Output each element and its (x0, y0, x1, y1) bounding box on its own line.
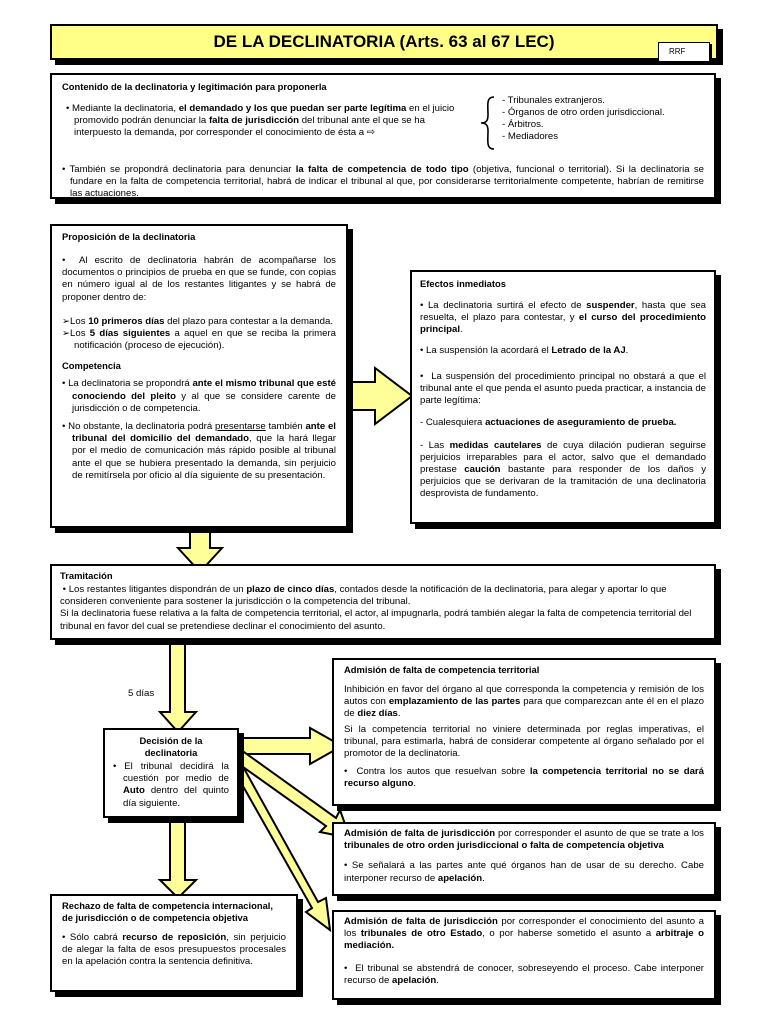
list-item: - Árbitros. (502, 119, 544, 130)
proposicion-p1: • Al escrito de declinatoria habrán de acompañarse los documentos o principios de prueba en que se funde, con copias en número igual al de los restantes litigantes y se habrá de proponer dentro de: (62, 255, 336, 303)
tramitacion-box (50, 564, 716, 640)
list-item: - Tribunales extranjeros. (502, 95, 605, 106)
right-arrow-icon: ⇨ (366, 127, 376, 139)
contenido-list (502, 95, 665, 156)
rechazo-heading: Rechazo de falta de competencia internacional, de jurisdicción o de competencia objetiva (62, 900, 273, 923)
tramitacion-p2: Si la declinatoria fuese relativa a la falta de competencia territorial, el actor, al impugnarla, podrá también alegar la falta de competencia territorial del tribunal en favor del cual se pretendiese declinar el conocimiento del asunto. (60, 608, 692, 632)
rechazo-box (50, 894, 298, 992)
admision-estado-p1: Admisión de falta de jurisdicción por corresponder el conocimiento del asunto a los tribunales de otro Estado, o por haberse sometido el asunto a arbitraje o mediación. (344, 916, 704, 952)
admision-territorial-p1: Inhibición en favor del órgano al que corresponda la competencia y remisión de los autos con emplazamiento de las partes para que comparezcan ante él en el plazo de diez días. (344, 684, 704, 720)
arrow-to-rechazo (160, 818, 196, 898)
efectos-p5: - Las medidas cautelares de cuya dilación pudieran seguirse perjuicios irreparables para el actor, salvo que el demandado prestase caución bastante para responder de los daños y perjuicios que se derivaran de la tramitación de una declinatoria desprovista de fundamento. (420, 439, 706, 500)
proposicion-l2: ➢Los 5 días siguientes a aquel en que se reciba la primera notificación (proceso de ejecución). (62, 328, 336, 352)
competencia-c2: • No obstante, la declinatoria podrá presentarse también ante el tribunal del domicilio del demandado, que la hará llegar por el medio de comunicación más rápido posible al tribunal ante el que se hubiera presentado la demanda, sin perjuicio de remitírsela por oficio al día siguiente de su presentación. (62, 421, 336, 481)
list-item: - Órganos de otro orden jurisdiccional. (502, 107, 665, 118)
efectos-box (410, 270, 716, 524)
page-title: DE LA DECLINATORIA (Arts. 63 al 67 LEC) (50, 24, 718, 60)
competencia-c1: • La declinatoria se propondrá ante el mismo tribunal que esté conociendo del pleito y al que se considere carente de jurisdicción o de competencia. (62, 378, 336, 414)
contenido-p1: • Mediante la declinatoria, el demandado y los que puedan ser parte legítima en el juicio promovido podrán denunciar la falta de jurisdicción del tribunal ante el que se ha interpuesto la demanda, por corresponder el conocimiento de ésta a ⇨ (66, 103, 455, 139)
decision-p1: • El tribunal decidirá la cuestión por medio de Auto dentro del quinto día siguiente. (113, 761, 230, 809)
cinco-dias-label: 5 días (128, 688, 155, 699)
admision-territorial-p2: Si la competencia territorial no viniere determinada por reglas imperativas, el tribunal, para estimarla, habrá de considerar competente al órgano señalado por el promotor de la declinatoria. (344, 723, 704, 760)
admision-orden-p2: • Se señalará a las partes ante qué órganos han de usar de su derecho. Cabe interponer recurso de apelación. (344, 860, 704, 884)
decision-box (103, 728, 239, 818)
tramitacion-heading: Tramitación (60, 570, 113, 581)
decision-heading: Decisión de la declinatoria (139, 735, 203, 758)
arrow-to-admision-territorial (240, 728, 342, 764)
admision-territorial-box (332, 658, 716, 806)
contenido-heading: Contenido de la declinatoria y legitimación para proponerla (62, 81, 327, 92)
admision-estado-p2: • El tribunal se abstendrá de conocer, sobreseyendo el proceso. Cabe interponer recurso de apelación. (344, 962, 704, 986)
contenido-p2: • También se propondrá declinatoria para denunciar la falta de competencia de todo tipo (objetiva, funcional o territorial). Si la declinatoria se fundare en la falta de competencia territorial, habrá de indicar el tribunal al que, por considerarse territorialmente competente, habrían de remitirse las actuaciones. (62, 164, 704, 200)
admision-territorial-p3: • Contra los autos que resuelvan sobre la competencia territorial no se dará recurso alguno. (344, 766, 704, 790)
proposicion-box (50, 224, 348, 528)
proposicion-l1: ➢Los 10 primeros días del plazo para contestar a la demanda. (62, 315, 333, 327)
admision-territorial-heading: Admisión de falta de competencia territorial (344, 664, 540, 675)
efectos-p3: • La suspensión del procedimiento principal no obstará a que el tribunal ante el que penda el asunto pueda practicar, a instancia de parte legítima: (420, 370, 707, 407)
efectos-p2: • La suspensión la acordará el Letrado de la AJ. (420, 344, 629, 356)
curly-brace-icon (478, 95, 498, 156)
admision-orden-box (332, 822, 716, 896)
tramitacion-p1: • Los restantes litigantes dispondrán de un plazo de cinco días, contados desde la notificación de la declinatoria, para alegar y aportar lo que consideren conveniente para sostener la jurisdicción o la competencia del tribunal. (60, 584, 667, 608)
admision-orden-p1: Admisión de falta de jurisdicción por corresponder el asunto de que se trate a los tribunales de otro orden jurisdiccional o falta de competencia objetiva (344, 828, 704, 852)
rechazo-p1: • Sólo cabrá recurso de reposición, sin perjuicio de alegar la falta de esos presupuestos procesales en la apelación contra la sentencia definitiva. (62, 932, 287, 968)
proposicion-heading: Proposición de la declinatoria (62, 231, 196, 242)
list-item: - Mediadores (502, 131, 558, 142)
arrow-to-decision (160, 638, 196, 732)
arrow-to-admision-orden (222, 742, 350, 838)
efectos-p4: - Cualesquiera actuaciones de aseguramiento de prueba. (420, 417, 677, 429)
efectos-p1: • La declinatoria surtirá el efecto de suspender, hasta que sea resuelta, el plazo para contestar, y el curso del procedimiento principal. (420, 300, 707, 336)
efectos-heading: Efectos inmediatos (420, 278, 506, 289)
arrow-to-efectos (348, 368, 412, 424)
admision-estado-box (332, 910, 716, 1000)
author-badge: RRF (658, 42, 710, 62)
contenido-box (50, 73, 716, 199)
competencia-heading: Competencia (62, 360, 121, 372)
